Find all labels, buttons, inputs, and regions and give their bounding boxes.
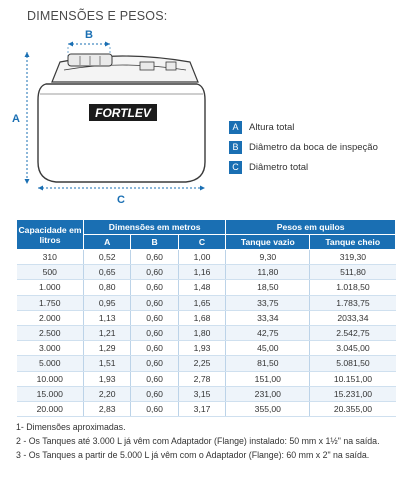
table-row: [17, 295, 396, 310]
dimensions-weights-table: [16, 219, 396, 417]
table-cell: 33,75: [226, 295, 310, 310]
table-cell: 151,00: [226, 371, 310, 386]
footnote: 3 - Os Tanques a partir de 5.000 L já vêm com o Adaptador (Flange): 60 mm x 2" na saída.: [16, 449, 370, 460]
table-cell: 0,95: [84, 295, 131, 310]
label-c: C: [117, 194, 125, 206]
table-cell: 18,50: [226, 280, 310, 295]
table-cell: 1.018,50: [310, 280, 396, 295]
table-row: [17, 325, 396, 340]
table-cell: 11,80: [226, 265, 310, 280]
table-cell: 1,65: [178, 295, 225, 310]
table-cell: 310: [17, 250, 84, 265]
table-cell: 1,48: [178, 280, 225, 295]
legend-letter: A: [229, 121, 242, 134]
subheader-b: B: [131, 235, 178, 250]
table-cell: 3,15: [178, 386, 225, 401]
subheader-c: C: [178, 235, 225, 250]
footnotes: [16, 421, 380, 462]
table-cell: 355,00: [226, 401, 310, 416]
legend-text: Altura total: [249, 121, 295, 133]
table-cell: 33,34: [226, 310, 310, 325]
table-cell: 319,30: [310, 250, 396, 265]
dimensions-header: Dimensões em metros: [84, 220, 226, 235]
table-cell: 20.000: [17, 401, 84, 416]
table-cell: 1,51: [84, 356, 131, 371]
table-cell: 0,60: [131, 250, 178, 265]
table-cell: 3,17: [178, 401, 225, 416]
subheader-full-weight: Tanque cheio: [310, 235, 396, 250]
table-cell: 15.000: [17, 386, 84, 401]
table-cell: 1,29: [84, 341, 131, 356]
table-cell: 1.783,75: [310, 295, 396, 310]
table-cell: 0,65: [84, 265, 131, 280]
table-cell: 0,60: [131, 310, 178, 325]
table-cell: 0,60: [131, 280, 178, 295]
table-cell: 2,25: [178, 356, 225, 371]
table-cell: 1,80: [178, 325, 225, 340]
table-cell: 15.231,00: [310, 386, 396, 401]
table-cell: 1.000: [17, 280, 84, 295]
table-cell: 0,60: [131, 295, 178, 310]
table-cell: 5.081,50: [310, 356, 396, 371]
footnote: 2 - Os Tanques até 3.000 L já vêm com Adaptador (Flange) instalado: 50 mm x 1½" na saída.: [16, 435, 380, 446]
table-cell: 1.750: [17, 295, 84, 310]
table-body: [17, 250, 396, 417]
legend-letter: C: [229, 161, 242, 174]
subheader-empty-weight: Tanque vazio: [226, 235, 310, 250]
table-cell: 1,00: [178, 250, 225, 265]
arrow-b-left: [68, 42, 73, 47]
section-title: DIMENSÕES E PESOS:: [27, 9, 168, 23]
table-cell: 0,60: [131, 401, 178, 416]
table-cell: 0,60: [131, 386, 178, 401]
table-cell: 42,75: [226, 325, 310, 340]
legend-item: [229, 139, 378, 155]
table-cell: 0,60: [131, 265, 178, 280]
table-cell: 231,00: [226, 386, 310, 401]
table-cell: 0,60: [131, 341, 178, 356]
weights-header: Pesos em quilos: [226, 220, 396, 235]
subheader-a: A: [84, 235, 131, 250]
table-cell: 10.000: [17, 371, 84, 386]
table-row: [17, 310, 396, 325]
tank-illustration: [0, 22, 412, 212]
table-cell: 0,60: [131, 325, 178, 340]
table-cell: 0,52: [84, 250, 131, 265]
table-cell: 3.000: [17, 341, 84, 356]
table-cell: 10.151,00: [310, 371, 396, 386]
table-cell: 1,93: [84, 371, 131, 386]
table-cell: 1,16: [178, 265, 225, 280]
arrow-b-right: [105, 42, 110, 47]
table-cell: 2,20: [84, 386, 131, 401]
legend-item: [229, 119, 378, 135]
table-row: [17, 401, 396, 416]
table-cell: 0,60: [131, 356, 178, 371]
legend-item: [229, 159, 378, 175]
table-row: [17, 265, 396, 280]
table-cell: 9,30: [226, 250, 310, 265]
table-cell: 500: [17, 265, 84, 280]
table-cell: 2.000: [17, 310, 84, 325]
capacity-header: Capacidade em litros: [17, 220, 84, 250]
legend-text: Diâmetro total: [249, 161, 309, 173]
table-cell: 1,13: [84, 310, 131, 325]
tank-diagram: [0, 22, 412, 212]
table-cell: 0,60: [131, 371, 178, 386]
table-cell: 2,83: [84, 401, 131, 416]
table-row: [17, 371, 396, 386]
label-a: A: [12, 113, 20, 125]
brand-logo: FORTLEV: [95, 106, 151, 120]
table-cell: 1,68: [178, 310, 225, 325]
table-cell: 45,00: [226, 341, 310, 356]
table-row: [17, 280, 396, 295]
table-cell: 0,80: [84, 280, 131, 295]
table-cell: 2,78: [178, 371, 225, 386]
label-b: B: [85, 29, 93, 41]
legend-letter: B: [229, 141, 242, 154]
table-cell: 3.045,00: [310, 341, 396, 356]
table-cell: 511,80: [310, 265, 396, 280]
table-cell: 5.000: [17, 356, 84, 371]
table-cell: 20.355,00: [310, 401, 396, 416]
table-row: [17, 386, 396, 401]
table-cell: 1,21: [84, 325, 131, 340]
table-cell: 2.500: [17, 325, 84, 340]
table-row: [17, 341, 396, 356]
table-row: [17, 356, 396, 371]
table-cell: 2033,34: [310, 310, 396, 325]
table-row: [17, 250, 396, 265]
tank-body: [38, 84, 205, 182]
dimension-legend: [229, 119, 378, 179]
table-cell: 1,93: [178, 341, 225, 356]
table-cell: 81,50: [226, 356, 310, 371]
legend-text: Diâmetro da boca de inspeção: [249, 141, 378, 153]
footnote: 1- Dimensões aproximadas.: [16, 422, 126, 432]
table-cell: 2.542,75: [310, 325, 396, 340]
